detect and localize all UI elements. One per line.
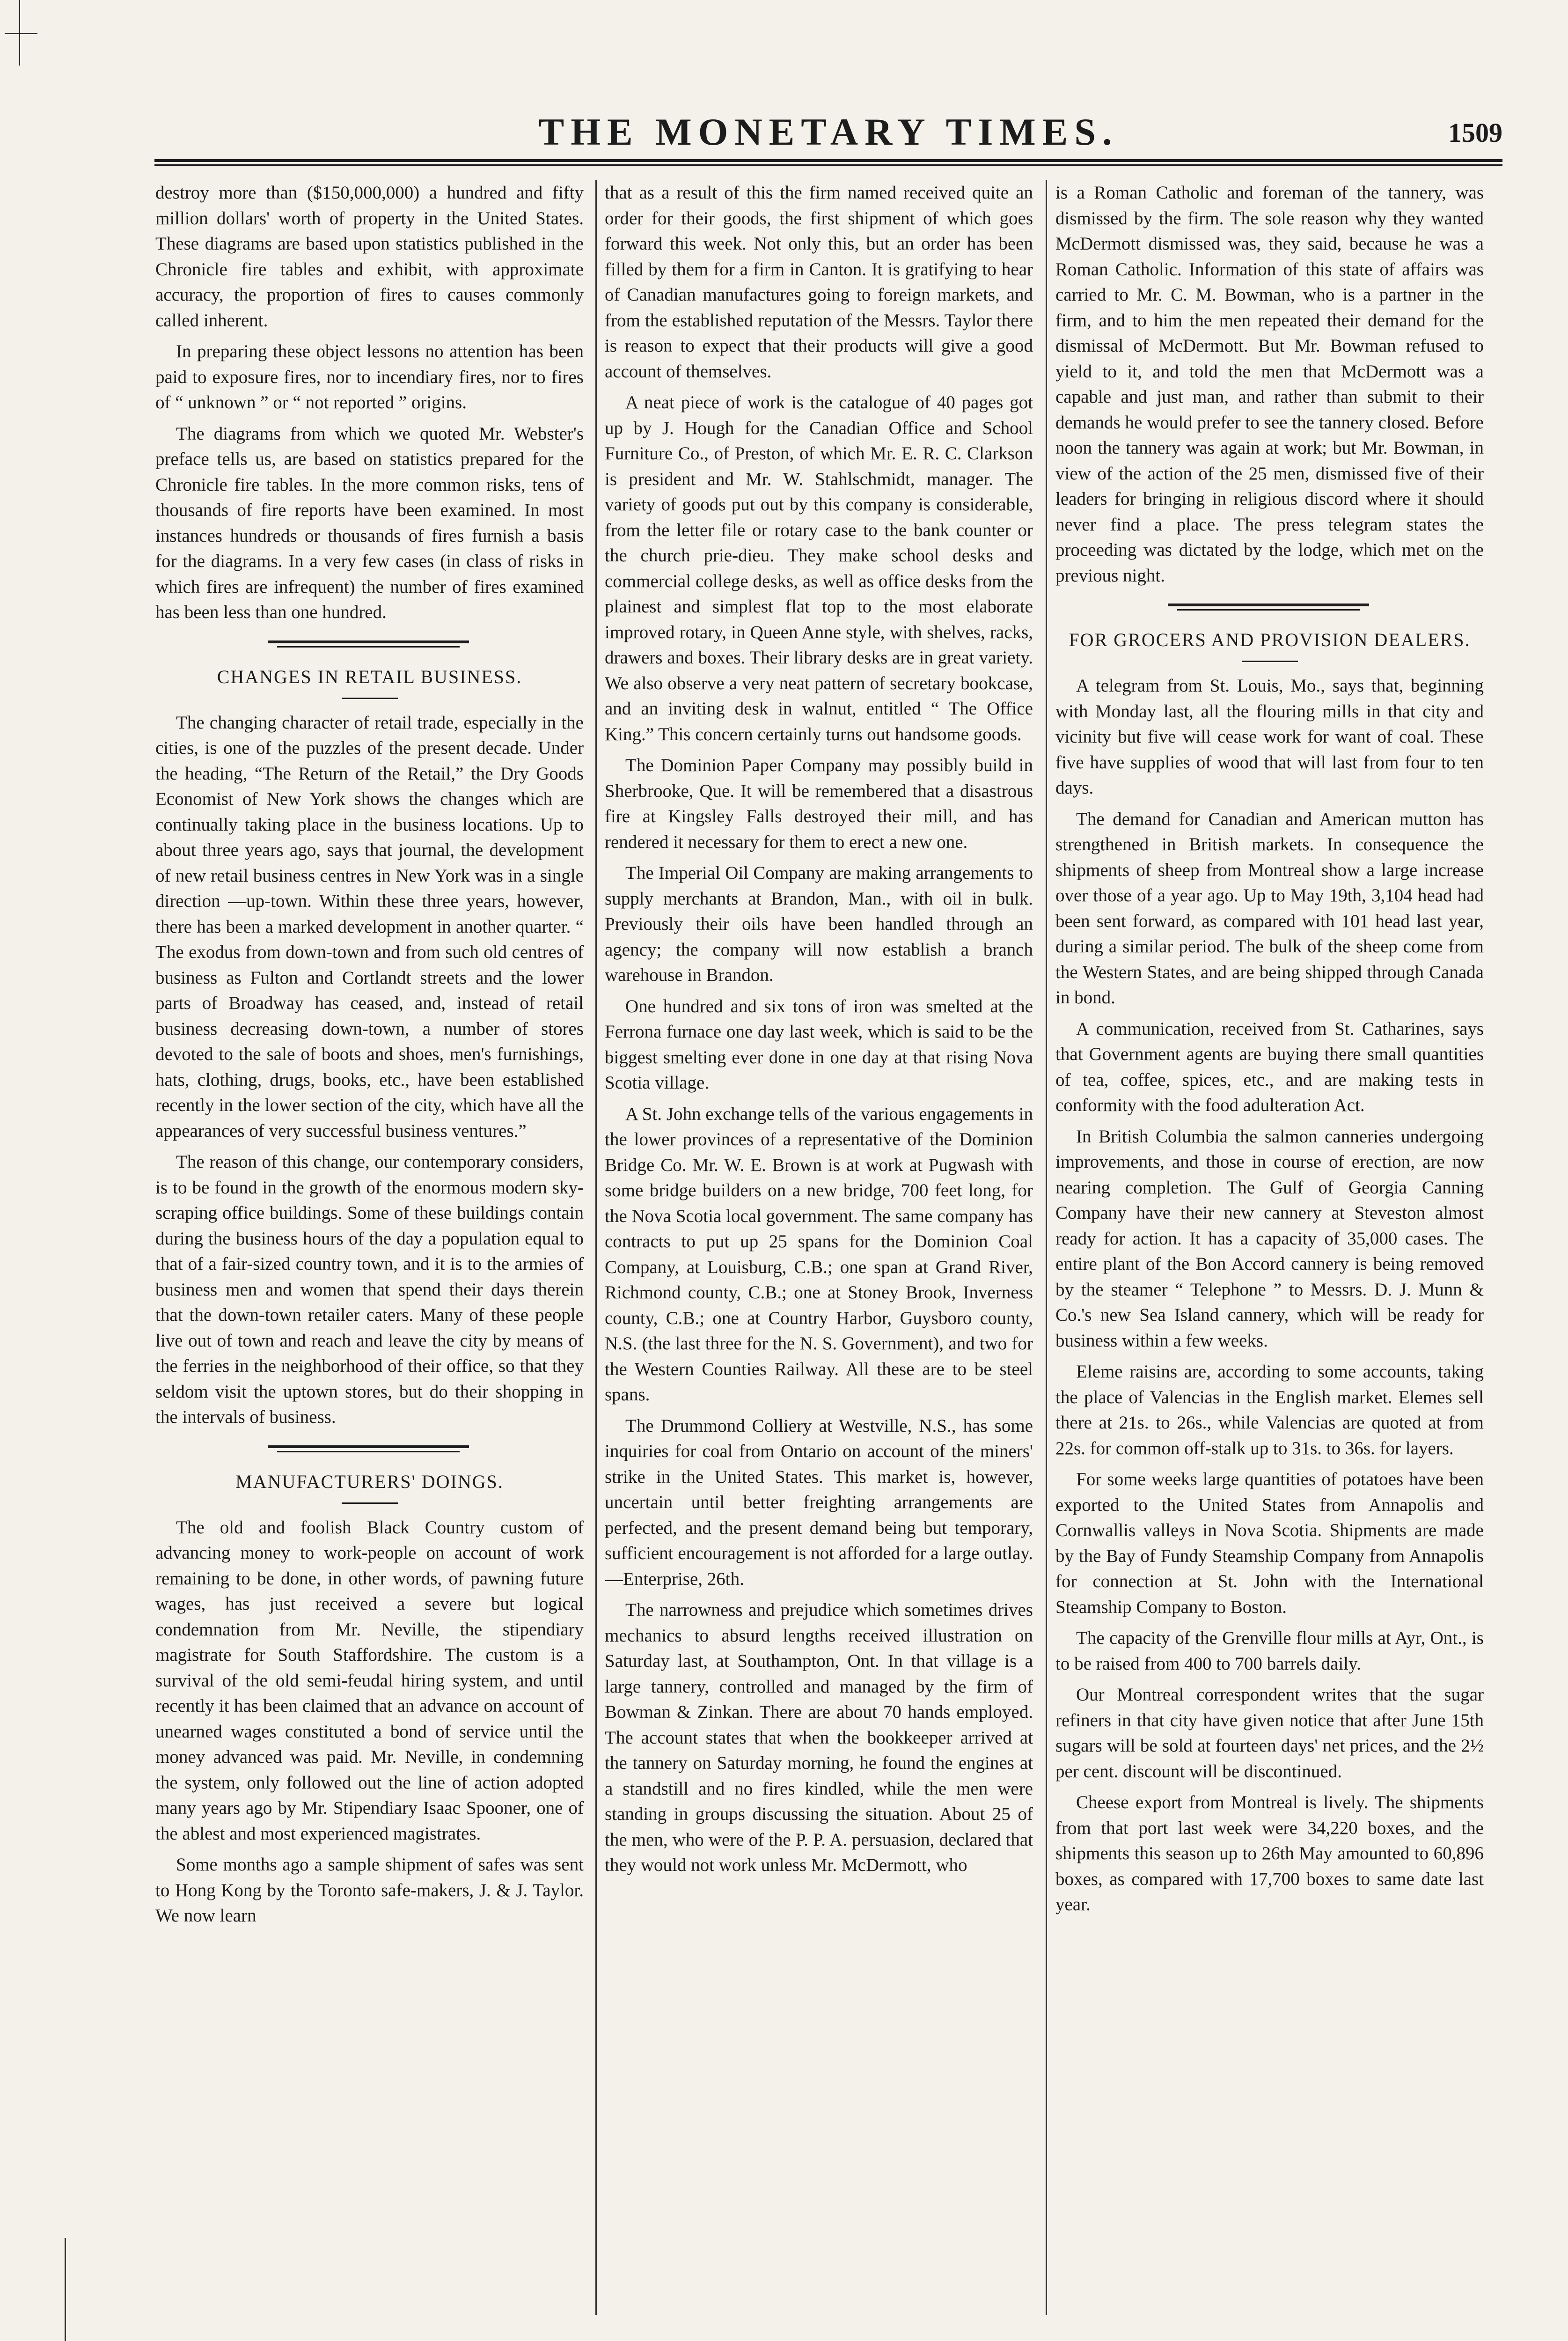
paragraph: A communication, received from St. Catharines, says that Government agents are buying there small quantities of tea, coffee, spices, etc., and are making tests in conformity with the food adulteration Act. (1055, 1018, 1484, 1115)
section-rule (155, 634, 584, 658)
paragraph: The Dominion Paper Company may possibly build in Sherbrooke, Que. It will be remembered that a disastrous fire at Kingsley Falls destroyed their mill, and has rendered it necessary for them to erect a new one. (605, 755, 1033, 852)
paragraph: The Imperial Oil Company are making arrangements to supply merchants at Brandon, Man., with oil in bulk. Previously their oils have been handled through an agency; the company will now establish a branch warehouse in Brandon. (605, 863, 1033, 985)
paragraph: For some weeks large quantities of potatoes have been exported to the United States from Annapolis and Cornwallis valleys in Nova Scotia. Shipments are made by the Bay of Fundy Steamship Company from Annapolis for connection at St. John with the International Steamship Company to Boston. (1055, 1469, 1484, 1617)
page-number: 1509 (1448, 118, 1502, 148)
short-rule (342, 698, 398, 699)
paragraph: A telegram from St. Louis, Mo., says that, beginning with Monday last, all the flouring mills in that city and vicinity but five will cease work for want of coal. These five have supplies of wood that will last from four to ten days. (1055, 676, 1484, 798)
paragraph: is a Roman Catholic and foreman of the tannery, was dismissed by the firm. The sole reason why they wanted McDermott dismissed was, they said, because he was a Roman Catholic. Information of this state of affairs was carried to Mr. C. M. Bowman, who is a partner in the firm, and to him the men repeated their demand for the dismissal of McDermott. But Mr. Bowman refused to yield to it, and told the men that McDermott was a capable and just man, and rather than submit to their demands he would prefer to see the tannery closed. Before noon the tannery was again at work; but Mr. Bowman, in view of the action of the 25 men, dismissed five of their leaders for bringing in religious discord where it should never find a place. The press telegram states the proceeding was dictated by the lodge, which met on the previous night. (1055, 183, 1484, 586)
paragraph: One hundred and six tons of iron was smelted at the Ferrona furnace one day last week, which is said to be the biggest smelting ever done in one day at that rising Nova Scotia village. (605, 996, 1033, 1093)
column-1 (155, 180, 584, 2315)
paragraph: The narrowness and prejudice which sometimes drives mechanics to absurd lengths received illustration on Saturday last, at Southampton, Ont. In that village is a large tannery, controlled and managed by the firm of Bowman & Zinkan. There are about 70 hands employed. The account states that when the bookkeeper arrived at the tannery on Saturday morning, he found the engines at a standstill and no fires kindled, while the men were standing in groups discussing the situation. About 25 of the men, who were of the P. P. A. persuasion, declared that they would not work unless Mr. McDermott, who (605, 1600, 1033, 1875)
short-rule (342, 1502, 398, 1504)
paragraph: In British Columbia the salmon canneries undergoing improvements, and those in course of erection, are now nearing completion. The Gulf of Georgia Canning Company have their new cannery at Steveston almost ready for action. It has a capacity of 35,000 cases. The entire plant of the Bon Accord cannery is being removed by the steamer “ Telephone ” to Messrs. D. J. Munn & Co.'s new Sea Island cannery, which will be ready for business within a few weeks. (1055, 1126, 1484, 1351)
paragraph: Eleme raisins are, according to some accounts, taking the place of Valencias in the English market. Elemes sell there at 21s. to 26s., while Valencias are quoted at from 22s. for common off-stalk up to 31s. to 36s. for layers. (1055, 1362, 1484, 1458)
paragraph: The changing character of retail trade, especially in the cities, is one of the puzzles of the present decade. Under the heading, “The Return of the Retail,” the Dry Goods Economist of New York shows the changes which are continually taking place in the business locations. Up to about three years ago, says that journal, the development of new retail business centres in New York was in a single direction —up-town. Within these three years, however, there has been a marked development in another quarter. “ The exodus from down-town and from such old centres of business as Fulton and Cortlandt streets and the lower parts of Broadway has ceased, and, instead of retail business decreasing down-town, a number of stores devoted to the sale of boots and shoes, men's furnishings, hats, clothing, drugs, books, etc., have been established recently in the lower section of the city, which have all the appearances of very successful business ventures.” (155, 712, 584, 1141)
margin-mark (65, 2238, 66, 2341)
paragraph: The reason of this change, our contemporary considers, is to be found in the growth of the enormous modern sky-scraping office buildings. Some of these buildings contain during the business hours of the day a population equal to that of a fair-sized country town, and it is to the armies of business men and women that spend their days therein that the down-town retailer caters. Many of these people live out of town and reach and leave the city by means of the ferries in the neighborhood of their office, so that they seldom visit the uptown stores, but do their shopping in the intervals of business. (155, 1152, 584, 1427)
masthead (154, 109, 1502, 155)
paragraph: destroy more than ($150,000,000) a hundred and fifty million dollars' worth of property in the United States. These diagrams are based upon statistics published in the Chronicle fire tables and exhibit, with approximate accuracy, the proportion of fires to causes commonly called inherent. (155, 183, 584, 331)
section-rule (155, 1439, 584, 1463)
paragraph: The capacity of the Grenville flour mills at Ayr, Ont., is to be raised from 400 to 700 barrels daily. (1055, 1628, 1484, 1674)
short-rule (1242, 661, 1298, 662)
section-heading: MANUFACTURERS' DOINGS. (235, 1471, 504, 1492)
margin-mark (5, 33, 37, 34)
column-divider (595, 180, 597, 2315)
column-2 (605, 180, 1033, 2315)
paragraph: The Drummond Colliery at Westville, N.S., has some inquiries for coal from Ontario on account of the miners' strike in the United States. This market is, however, uncertain until better freighting arrangements are perfected, and the present demand being but temporary, sufficient encouragement is not afforded for a large outlay.—Enterprise, 26th. (605, 1415, 1033, 1589)
paragraph: Cheese export from Montreal is lively. The shipments from that port last week were 34,220 boxes, and the shipments this season up to 26th May amounted to 60,896 boxes, as compared with 17,700 boxes to same date last year. (1055, 1792, 1484, 1914)
paragraph: In preparing these object lessons no attention has been paid to exposure fires, nor to incendiary fires, nor to fires of “ unknown ” or “ not reported ” origins. (155, 341, 584, 412)
section-rule (1055, 597, 1484, 621)
paragraph: The demand for Canadian and American mutton has strengthened in British markets. In consequence the shipments of sheep from Montreal show a large increase over those of a year ago. Up to May 19th, 3,104 head had been sent forward, as compared with 101 head last year, during a similar period. The bulk of the sheep come from the Western States, and are being shipped through Canada in bond. (1055, 809, 1484, 1008)
section-heading: CHANGES IN RETAIL BUSINESS. (217, 666, 522, 687)
paragraph: A St. John exchange tells of the various engagements in the lower provinces of a representative of the Dominion Bridge Co. Mr. W. E. Brown is at work at Pugwash with some bridge builders on a new bridge, 700 feet long, for the Nova Scotia local government. The same company has contracts to put up 25 spans for the Dominion Coal Company, at Louisburg, C.B.; one span at Grand River, Richmond county, C.B.; one at Stoney Brook, Inverness county, C.B.; one at Country Harbor, Guysboro county, N.S. (the last three for the N. S. Government), and two for the Western Counties Railway. All these are to be steel spans. (605, 1104, 1033, 1405)
paragraph: The old and foolish Black Country custom of advancing money to work-people on account of work remaining to be done, in other words, of pawning future wages, has just received a severe but logical condemnation from Mr. Neville, the stipendiary magistrate for South Staffordshire. The custom is a survival of the old semi-feudal hiring system, and until recently it has been claimed that an advance on account of unearned wages constituted a bond of service until the money advanced was paid. Mr. Neville, in condemning the system, only followed out the line of action adopted many years ago by Mr. Stipendiary Isaac Spooner, one of the ablest and most experienced magistrates. (155, 1517, 584, 1844)
paragraph: The diagrams from which we quoted Mr. Webster's preface tells us, are based on statistics prepared for the Chronicle fire tables. In the more common risks, tens of thousands of fire reports have been examined. In most instances hundreds or thousands of fires furnish a basis for the diagrams. In a very few cases (in class of risks in which fires are infrequent) the number of fires examined has been less than one hundred. (155, 423, 584, 622)
paragraph: that as a result of this the firm named received quite an order for their goods, the first shipment of which goes forward this week. Not only this, but an order has been filled by them for a firm in Canton. It is gratifying to hear of Canadian manufactures going to foreign markets, and from the established reputation of the Messrs. Taylor there is reason to expect that their products will give a good account of themselves. (605, 183, 1033, 382)
section-heading: FOR GROCERS AND PROVISION DEALERS. (1069, 629, 1471, 650)
paragraph: Some months ago a sample shipment of safes was sent to Hong Kong by the Toronto safe-makers, J. & J. Taylor. We now learn (155, 1855, 584, 1926)
paragraph: A neat piece of work is the catalogue of 40 pages got up by J. Hough for the Canadian Office and School Furniture Co., of Preston, of which Mr. E. R. C. Clarkson is president and Mr. W. Stahlschmidt, manager. The variety of goods put out by this company is considerable, from the letter file or rotary case to the bank counter or the church prie-dieu. They make school desks and commercial college desks, as well as office desks from the plainest and simplest flat top to the most elaborate improved rotary, in Queen Anne style, with shelves, racks, drawers and boxes. Their library desks are in great variety. We also observe a very neat pattern of secretary bookcase, and an inviting desk in walnut, entitled “ The Office King.” This concern certainly turns out handsome goods. (605, 392, 1033, 744)
column-divider (1046, 180, 1047, 2315)
publication-title: THE MONETARY TIMES. (538, 110, 1119, 153)
paragraph: Our Montreal correspondent writes that the sugar refiners in that city have given notice that after June 15th sugars will be sold at fourteen days' net prices, and the 2½ per cent. discount will be discontinued. (1055, 1685, 1484, 1782)
header-rule (154, 159, 1502, 166)
column-3 (1055, 180, 1484, 2315)
